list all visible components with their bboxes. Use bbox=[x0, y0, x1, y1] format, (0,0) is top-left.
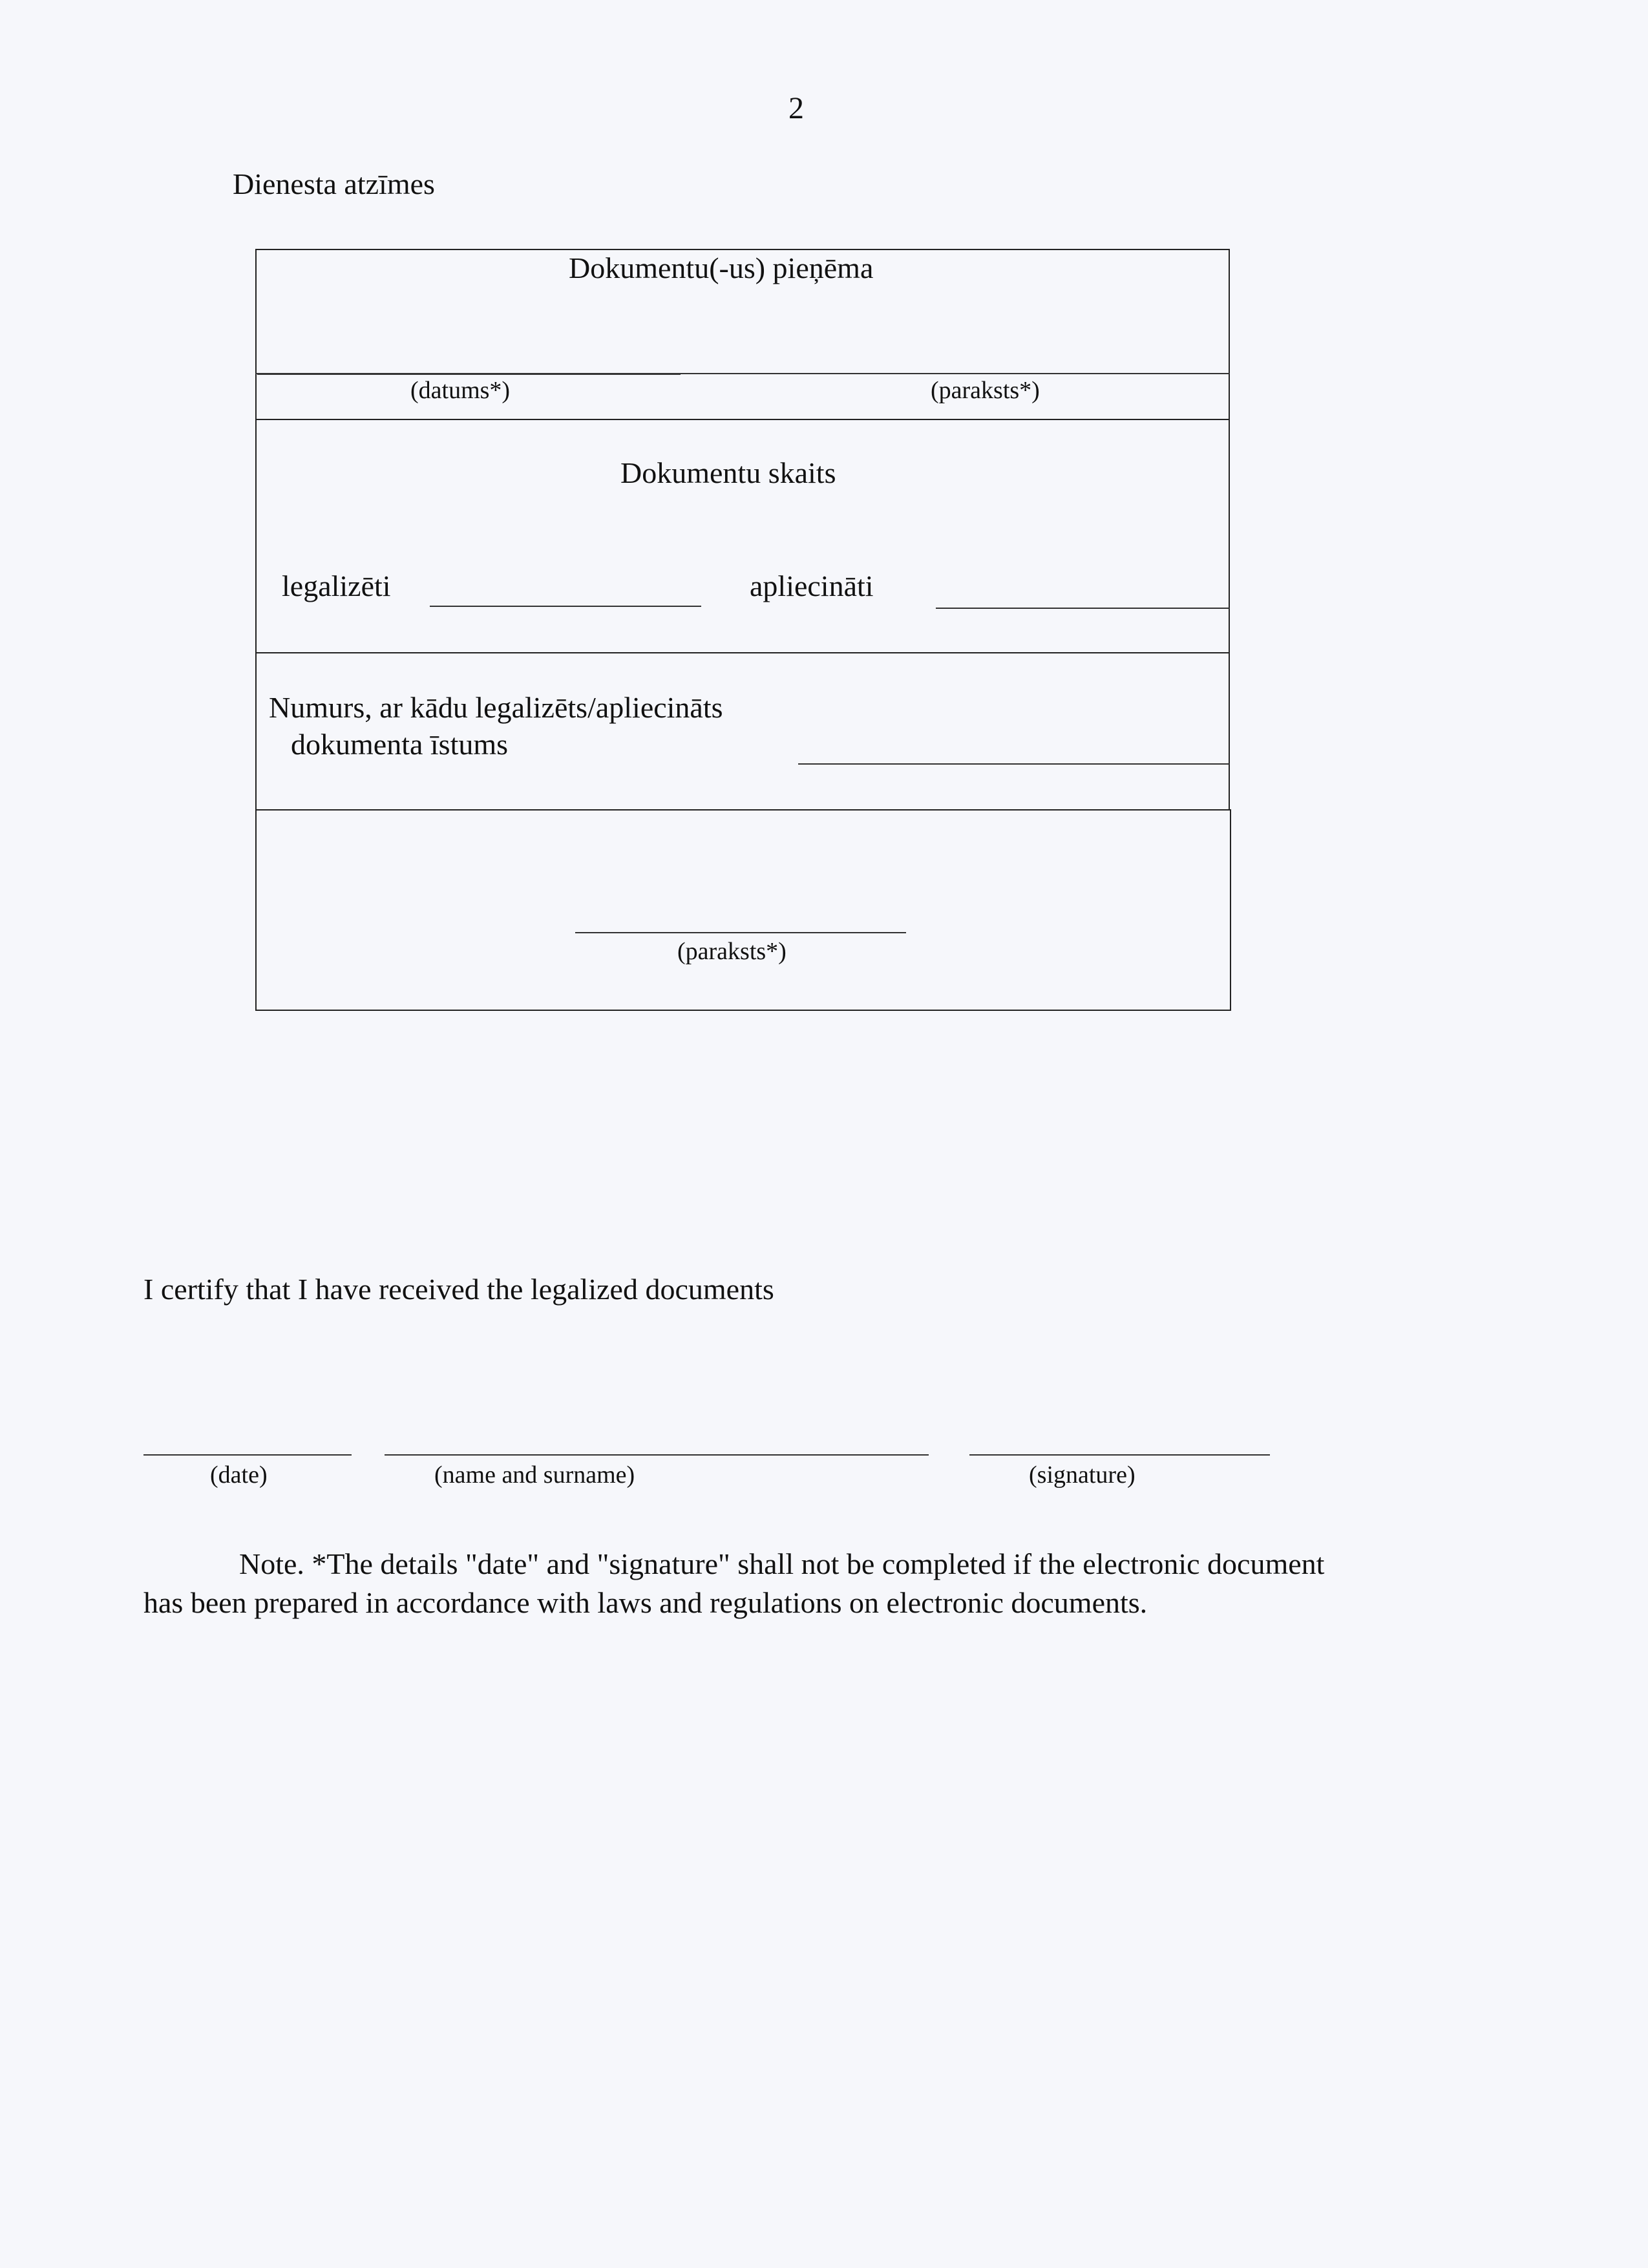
certified-label: apliecināti bbox=[750, 569, 874, 602]
cert-date-line bbox=[143, 1454, 352, 1456]
document-count-title: Dokumentu skaits bbox=[620, 456, 836, 489]
number-label-line1: Numurs, ar kādu legalizēts/apliecināts bbox=[269, 691, 723, 724]
cert-name-line bbox=[385, 1454, 929, 1456]
final-signature-line bbox=[575, 932, 906, 933]
service-notes-title: Dienesta atzīmes bbox=[233, 167, 435, 200]
legalized-label: legalizēti bbox=[282, 569, 391, 602]
acceptance-date-label: (datums*) bbox=[410, 377, 511, 404]
note-paragraph bbox=[143, 1545, 1468, 1622]
certified-count-line bbox=[936, 608, 1230, 609]
signature-box bbox=[255, 809, 1231, 1011]
document-count-box bbox=[255, 419, 1230, 653]
cert-signature-label: (signature) bbox=[1029, 1461, 1136, 1489]
number-fill-line bbox=[798, 763, 1230, 765]
final-signature-label: (paraksts*) bbox=[677, 938, 787, 965]
number-label-line2: dokumenta īstums bbox=[291, 728, 509, 761]
cert-date-label: (date) bbox=[210, 1461, 268, 1489]
acceptance-signature-label: (paraksts*) bbox=[931, 377, 1040, 404]
cert-name-label: (name and surname) bbox=[434, 1461, 635, 1489]
page-number: 2 bbox=[788, 91, 804, 125]
cert-signature-line bbox=[969, 1454, 1270, 1456]
note-line1: Note. *The details "date" and "signature" shall not be completed if the electronic document bbox=[239, 1547, 1325, 1580]
note-line2: has been prepared in accordance with laws and regulations on electronic documents. bbox=[143, 1586, 1148, 1619]
legalized-count-line bbox=[430, 606, 701, 607]
acceptance-title: Dokumentu(-us) pieņēma bbox=[569, 251, 874, 284]
signature-fill-line bbox=[759, 373, 1228, 374]
date-fill-line bbox=[257, 374, 681, 375]
certification-statement: I certify that I have received the legalized documents bbox=[143, 1273, 774, 1306]
